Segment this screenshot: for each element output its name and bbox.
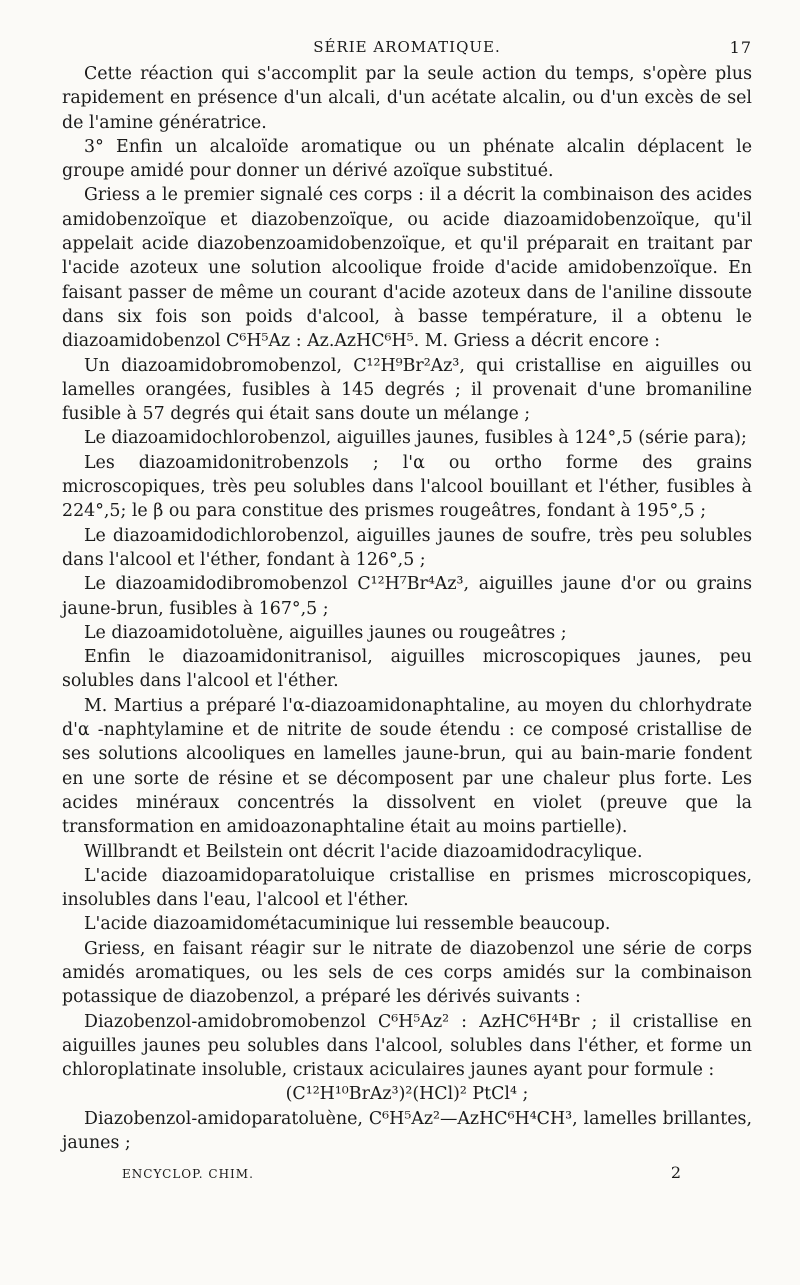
chemical-formula: (C¹²H¹⁰BrAz³)²(HCl)² PtCl⁴ ; xyxy=(285,1084,529,1105)
paragraph: 3° Enfin un alcaloïde aromatique ou un phénate alcalin déplacent le groupe amidé pour donner un dérivé azoïque substitué. xyxy=(62,136,752,182)
paragraph: Le diazoamidochlorobenzol, aiguilles jaunes, fusibles à 124°,5 (série para); xyxy=(84,428,747,449)
paragraph: Diazobenzol-amidobromobenzol C⁶H⁵Az² : AzHC⁶H⁴Br ; il cristallise en aiguilles jaunes peu solubles dans l'alcool, solubles dans l'éther, et forme un chloroplatinate insoluble, cristaux aciculaires jaunes ayant pour formule : xyxy=(62,1011,752,1081)
running-title: SÉRIE AROMATIQUE. xyxy=(313,38,501,56)
paragraph: L'acide diazoamidoparatoluique cristallise en prismes microscopiques, insolubles dans l'eau, l'alcool et l'éther. xyxy=(62,865,752,911)
page-footer xyxy=(62,1163,752,1187)
paragraph: Griess a le premier signalé ces corps : il a décrit la combinaison des acides amidobenzoïque et diazobenzoïque, ou acide diazoamidobenzoïque, qu'il appelait acide diazobenzoamidobenzoïque, et qu'il préparait en traitant par l'acide azoteux une solution alcoolique froide d'acide amidobenzoïque. En faisant passer de même un courant d'acide azoteux dans de l'aniline dissoute dans six fois son poids d'alcool, à basse température, il a obtenu le diazoamidobenzol C⁶H⁵Az : Az.AzHC⁶H⁵. M. Griess a décrit encore : xyxy=(62,185,752,352)
page-header xyxy=(62,34,752,62)
page-number: 17 xyxy=(729,38,752,57)
body-text xyxy=(62,62,752,1155)
paragraph: Griess, en faisant réagir sur le nitrate de diazobenzol une série de corps amidés aromatiques, ou les sels de ces corps amidés sur la combinaison potassique de diazobenzol, a préparé les dérivés suivants : xyxy=(62,938,752,1008)
paragraph: Diazobenzol-amidoparatoluène, C⁶H⁵Az²—AzHC⁶H⁴CH³, lamelles brillantes, jaunes ; xyxy=(62,1108,752,1154)
paragraph: Le diazoamidotoluène, aiguilles jaunes ou rougeâtres ; xyxy=(84,622,567,643)
paragraph: L'acide diazoamidométacuminique lui ressemble beaucoup. xyxy=(84,914,611,935)
paragraph: Les diazoamidonitrobenzols ; l'α ou ortho forme des grains microscopiques, très peu solubles dans l'alcool bouillant et l'éther, fusibles à 224°,5; le β ou para constitue des prismes rougeâtres, fondant à 195°,5 ; xyxy=(62,452,752,522)
paragraph: Enfin le diazoamidonitranisol, aiguilles microscopiques jaunes, peu solubles dans l'alcool et l'éther. xyxy=(62,647,752,692)
paragraph: Cette réaction qui s'accomplit par la seule action du temps, s'opère plus rapidement en présence d'un alcali, d'un acétate alcalin, ou d'un excès de sel de l'amine génératrice. xyxy=(62,64,752,133)
paragraph: Un diazoamidobromobenzol, C¹²H⁹Br²Az³, qui cristallise en aiguilles ou lamelles orangées, fusibles à 145 degrés ; il provenait d'une bromaniline fusible à 57 degrés qui était sans doute un mélange ; xyxy=(62,355,752,425)
signature-mark: 2 xyxy=(670,1163,682,1183)
paragraph: Willbrandt et Beilstein ont décrit l'acide diazoamidodracylique. xyxy=(84,841,643,862)
paragraph: M. Martius a préparé l'α-diazoamidonaphtaline, au moyen du chlorhydrate d'α -naphtylamine et de nitrite de soude étendu : ce composé cristallise de ses solutions alcooliques en lamelles jaune-brun, qui au bain-marie fondent en une sorte de résine et se décomposent par une chaleur plus forte. Les acides minéraux concentrés la dissolvent en violet (preuve que la transformation en amidoazonaphtaline était au moins partielle). xyxy=(62,695,752,838)
page xyxy=(62,34,752,1187)
footer-signature: ENCYCLOP. CHIM. xyxy=(122,1167,254,1182)
paragraph: Le diazoamidodibromobenzol C¹²H⁷Br⁴Az³, aiguilles jaune d'or ou grains jaune-brun, fusibles à 167°,5 ; xyxy=(62,574,752,619)
paragraph: Le diazoamidodichlorobenzol, aiguilles jaunes de soufre, très peu solubles dans l'alcool et l'éther, fondant à 126°,5 ; xyxy=(62,525,752,570)
